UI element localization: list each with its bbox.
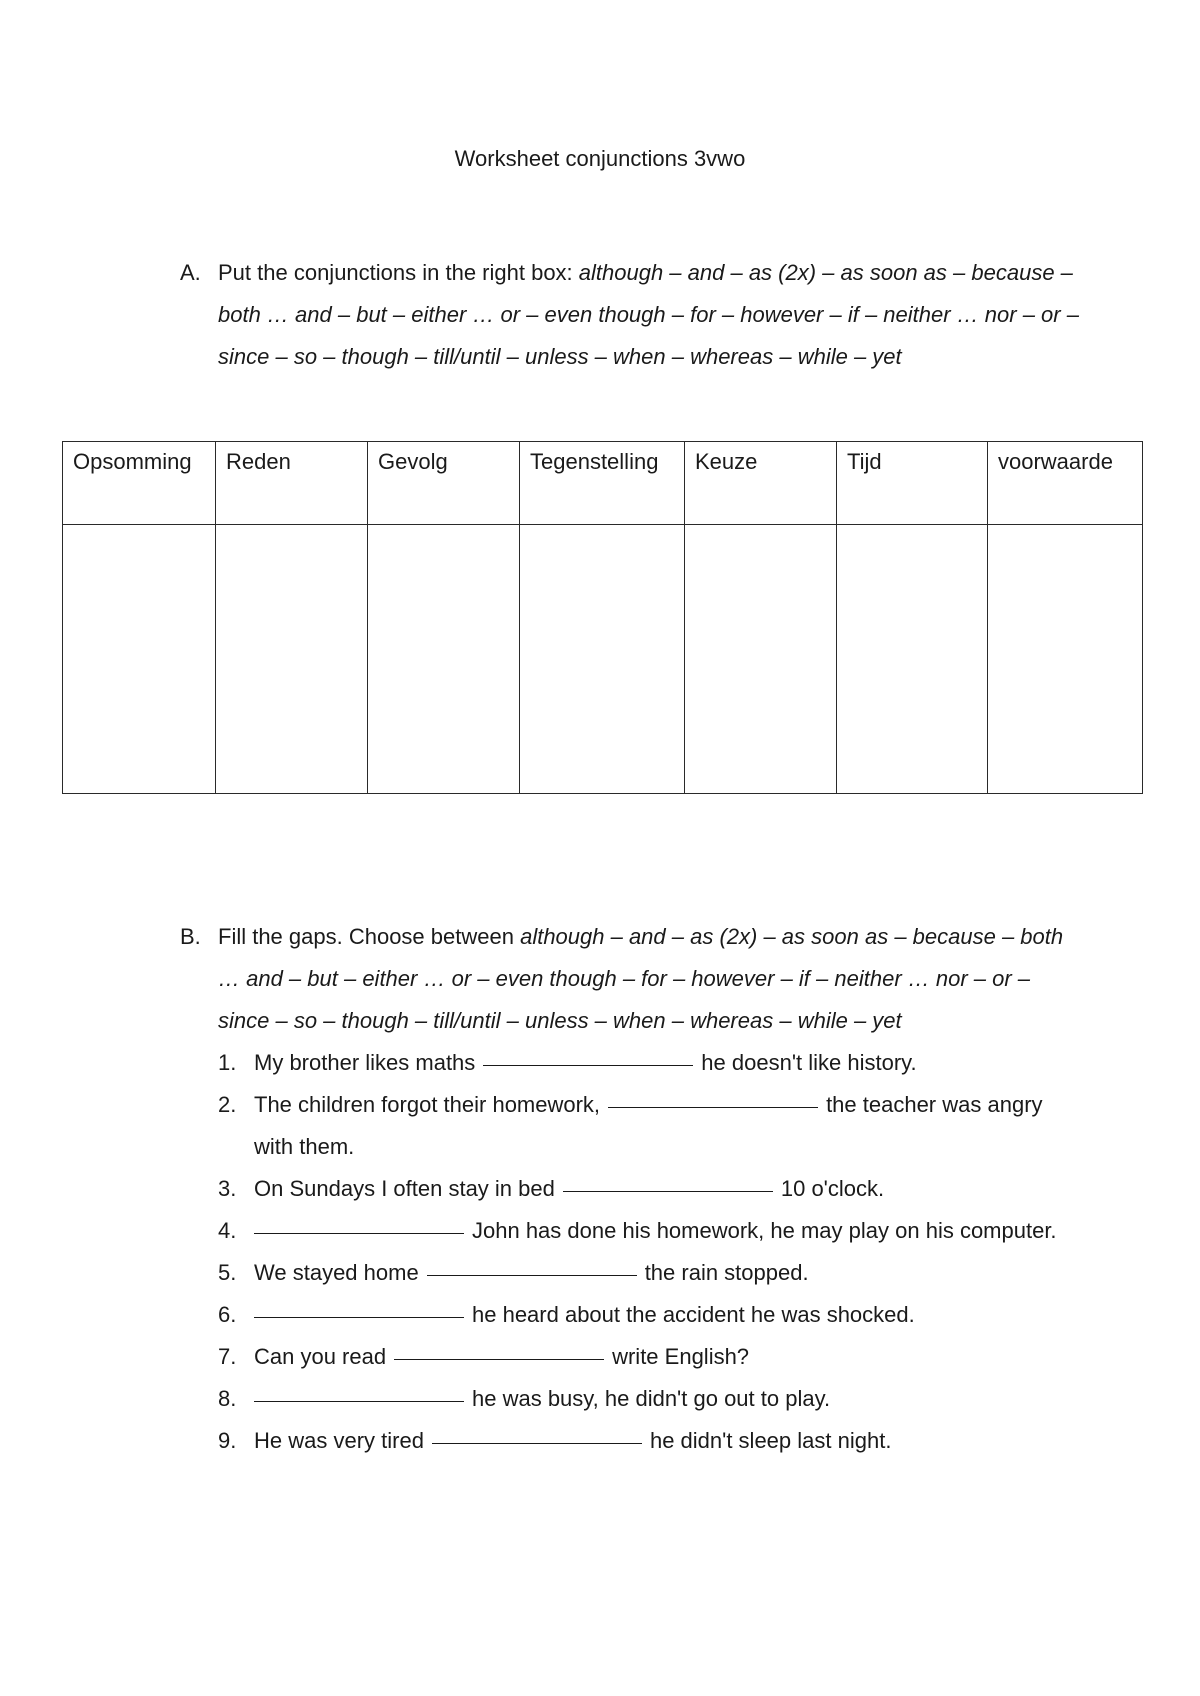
answer-blank[interactable] bbox=[608, 1085, 818, 1108]
list-item bbox=[218, 1042, 1080, 1084]
section-b-heading bbox=[180, 916, 1080, 1042]
answer-blank[interactable] bbox=[483, 1043, 693, 1066]
answer-cell-keuze[interactable] bbox=[685, 525, 837, 794]
item-number: 1. bbox=[218, 1050, 237, 1075]
section-b-instruction: Fill the gaps. Choose between bbox=[218, 924, 521, 949]
item-text-before: He was very tired bbox=[254, 1428, 424, 1453]
section-b-letter: B. bbox=[180, 924, 201, 949]
answer-blank[interactable] bbox=[427, 1253, 637, 1276]
column-header-voorwaarde: voorwaarde bbox=[988, 442, 1143, 525]
item-text-after: write English? bbox=[612, 1344, 750, 1369]
table-answer-row bbox=[63, 525, 1143, 794]
answer-blank[interactable] bbox=[254, 1211, 464, 1234]
gap-fill-list bbox=[180, 1042, 1080, 1462]
column-header-opsomming: Opsomming bbox=[63, 442, 216, 525]
answer-cell-tegenstelling[interactable] bbox=[520, 525, 685, 794]
section-a-letter: A. bbox=[180, 260, 201, 285]
column-header-gevolg: Gevolg bbox=[368, 442, 520, 525]
item-number: 8. bbox=[218, 1386, 237, 1411]
item-text-before: The children forgot their homework, bbox=[254, 1092, 601, 1117]
list-item bbox=[218, 1336, 1080, 1378]
item-text-after: he didn't sleep last night. bbox=[649, 1428, 892, 1453]
answer-cell-reden[interactable] bbox=[216, 525, 368, 794]
item-text-after: John has done his homework, he may play on his computer. bbox=[472, 1218, 1057, 1243]
column-header-keuze: Keuze bbox=[685, 442, 837, 525]
list-item bbox=[218, 1084, 1080, 1168]
list-item bbox=[218, 1294, 1080, 1336]
section-a-heading bbox=[180, 252, 1080, 378]
section-a-instruction: Put the conjunctions in the right box: bbox=[218, 260, 579, 285]
item-text-before: Can you read bbox=[254, 1344, 387, 1369]
item-text-after: he heard about the accident he was shocked. bbox=[472, 1302, 915, 1327]
item-number: 3. bbox=[218, 1176, 237, 1201]
item-text-after: he was busy, he didn't go out to play. bbox=[472, 1386, 831, 1411]
answer-blank[interactable] bbox=[432, 1421, 642, 1444]
answer-blank[interactable] bbox=[254, 1295, 464, 1318]
answer-cell-gevolg[interactable] bbox=[368, 525, 520, 794]
section-a-word-list: although – and – as (2x) – as soon as – because – both … and – but – either … or – even though – for – however – if – neither … nor – or – since – so – though – till/until – unless – when – whereas – while – yet bbox=[218, 260, 1079, 369]
list-item bbox=[218, 1378, 1080, 1420]
answer-cell-opsomming[interactable] bbox=[63, 525, 216, 794]
list-item bbox=[218, 1420, 1080, 1462]
list-item bbox=[218, 1168, 1080, 1210]
item-text-before: My brother likes maths bbox=[254, 1050, 476, 1075]
list-item bbox=[218, 1252, 1080, 1294]
list-item bbox=[218, 1210, 1080, 1252]
item-text-after: he doesn't like history. bbox=[701, 1050, 917, 1075]
item-number: 5. bbox=[218, 1260, 237, 1285]
conjunction-category-table bbox=[62, 441, 1143, 794]
answer-cell-tijd[interactable] bbox=[837, 525, 988, 794]
answer-blank[interactable] bbox=[563, 1169, 773, 1192]
item-text-before: On Sundays I often stay in bed bbox=[254, 1176, 555, 1201]
column-header-reden: Reden bbox=[216, 442, 368, 525]
column-header-tijd: Tijd bbox=[837, 442, 988, 525]
column-header-tegenstelling: Tegenstelling bbox=[520, 442, 685, 525]
answer-cell-voorwaarde[interactable] bbox=[988, 525, 1143, 794]
section-a bbox=[180, 252, 1080, 378]
item-text-after: 10 o'clock. bbox=[780, 1176, 885, 1201]
answer-blank[interactable] bbox=[394, 1337, 604, 1360]
item-text-after: the rain stopped. bbox=[644, 1260, 809, 1285]
item-number: 2. bbox=[218, 1092, 237, 1117]
item-number: 9. bbox=[218, 1428, 237, 1453]
item-text-before: We stayed home bbox=[254, 1260, 419, 1285]
section-b-word-list: although – and – as (2x) – as soon as – because – both … and – but – either … or – even though – for – however – if – neither … nor – or – since – so – though – till/until – unless – when – whereas – while – yet bbox=[218, 924, 1064, 1033]
item-text-after: the teacher was angry with them. bbox=[254, 1092, 1043, 1159]
table-header-row bbox=[63, 442, 1143, 525]
page-title: Worksheet conjunctions 3vwo bbox=[454, 146, 746, 171]
item-number: 6. bbox=[218, 1302, 237, 1327]
section-b bbox=[180, 916, 1080, 1462]
item-number: 7. bbox=[218, 1344, 237, 1369]
answer-blank[interactable] bbox=[254, 1379, 464, 1402]
item-number: 4. bbox=[218, 1218, 237, 1243]
